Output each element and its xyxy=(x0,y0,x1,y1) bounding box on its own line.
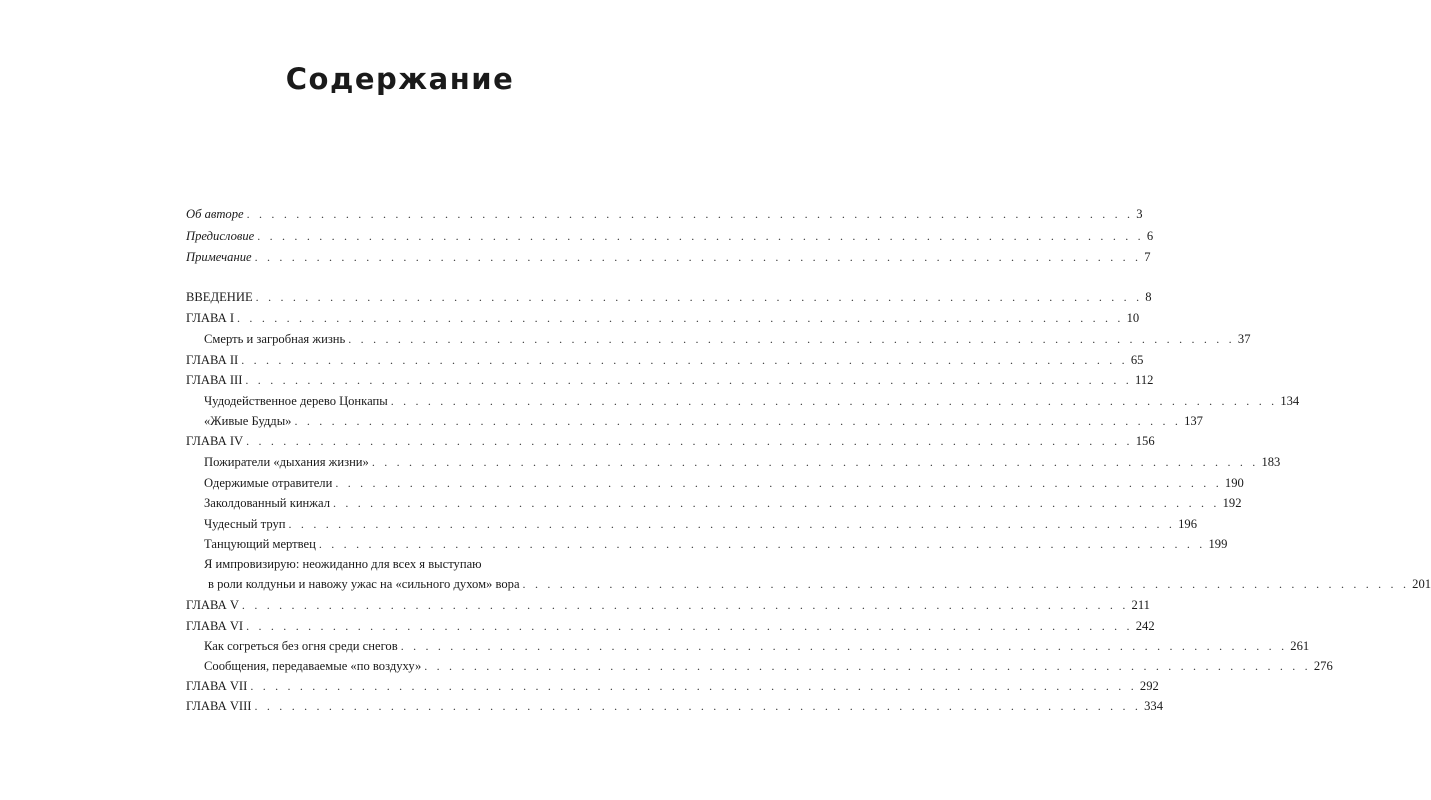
toc-entry xyxy=(186,206,1143,222)
dot-leader: . . . . . . . . . . . . . . . . . . . . . . . . . . . . . . . . . . . . . . . . . . . . . . . . . . . . . . . . . . . . . . . . . . . . . . . . xyxy=(400,639,1288,653)
dot-leader: . . . . . . . . . . . . . . . . . . . . . . . . . . . . . . . . . . . . . . . . . . . . . . . . . . . . . . . . . . . . . . . . . . . . . . . . xyxy=(288,517,1176,531)
toc-entry xyxy=(204,638,1310,654)
toc-entry-title: Предисловие xyxy=(186,229,255,243)
toc-entry xyxy=(186,228,1154,244)
toc-entry xyxy=(186,289,1152,305)
toc-entry-page: 37 xyxy=(1237,332,1251,346)
toc-entry xyxy=(204,393,1300,409)
toc-entry xyxy=(204,475,1244,491)
dot-leader: . . . . . . . . . . . . . . . . . . . . . . . . . . . . . . . . . . . . . . . . . . . . . . . . . . . . . . . . . . . . . . . . . . . . . . . . xyxy=(245,373,1133,387)
toc-entry-page: 276 xyxy=(1313,659,1333,673)
toc-entry xyxy=(204,536,1228,552)
toc-entry-page: 134 xyxy=(1280,394,1300,408)
toc-entry-page: 65 xyxy=(1130,353,1144,367)
toc-entry-title: Примечание xyxy=(186,250,252,264)
toc-entry-title: ГЛАВА IV xyxy=(186,434,244,448)
toc-entry xyxy=(204,331,1251,347)
toc-entry-page: 112 xyxy=(1135,373,1154,387)
dot-leader: . . . . . . . . . . . . . . . . . . . . . . . . . . . . . . . . . . . . . . . . . . . . . . . . . . . . . . . . . . . . . . . . . . . . . . . . xyxy=(348,332,1235,346)
toc-entry-page: 192 xyxy=(1222,496,1242,510)
toc-entry-title: ГЛАВА II xyxy=(186,353,239,367)
toc-entry-title: ГЛАВА VIII xyxy=(186,699,252,713)
toc-entry-page: 199 xyxy=(1208,537,1228,551)
dot-leader: . . . . . . . . . . . . . . . . . . . . . . . . . . . . . . . . . . . . . . . . . . . . . . . . . . . . . . . . . . . . . . . . . . . . . . . . xyxy=(246,619,1133,633)
toc-entry xyxy=(204,516,1198,532)
toc-entry-page: 261 xyxy=(1290,639,1310,653)
toc-entry-title: Я импровизирую: неожиданно для всех я выступаю xyxy=(204,557,482,571)
toc-entry xyxy=(186,678,1159,694)
toc-entry-page: 211 xyxy=(1131,598,1150,612)
toc-entry xyxy=(186,433,1155,449)
toc-entry-title: ГЛАВА VII xyxy=(186,679,248,693)
toc-entry-page: 196 xyxy=(1178,517,1198,531)
toc-entry-page: 156 xyxy=(1135,434,1155,448)
toc-entry-page: 292 xyxy=(1139,679,1159,693)
dot-leader: . . . . . . . . . . . . . . . . . . . . . . . . . . . . . . . . . . . . . . . . . . . . . . . . . . . . . . . . . . . . . . . . . . . . . . . . xyxy=(424,659,1311,673)
toc-entry-title: ГЛАВА V xyxy=(186,598,239,612)
toc-entry-page: 183 xyxy=(1261,455,1281,469)
dot-leader: . . . . . . . . . . . . . . . . . . . . . . . . . . . . . . . . . . . . . . . . . . . . . . . . . . . . . . . . . . . . . . . . . . . . . . . . xyxy=(250,679,1137,693)
dot-leader: . . . . . . . . . . . . . . . . . . . . . . . . . . . . . . . . . . . . . . . . . . . . . . . . . . . . . . . . . . . . . . . . . . . . . . . . xyxy=(246,207,1134,221)
toc-entry-title: «Живые Будды» xyxy=(204,414,292,428)
toc-entry-title: ГЛАВА VI xyxy=(186,619,244,633)
toc-entry xyxy=(186,698,1163,714)
toc-entry xyxy=(186,597,1150,613)
toc-entry xyxy=(204,413,1203,429)
dot-leader: . . . . . . . . . . . . . . . . . . . . . . . . . . . . . . . . . . . . . . . . . . . . . . . . . . . . . . . . . . . . . . . . . . . . . . . . xyxy=(522,577,1410,591)
dot-leader: . . . . . . . . . . . . . . . . . . . . . . . . . . . . . . . . . . . . . . . . . . . . . . . . . . . . . . . . . . . . . . . . . . . . . . . . xyxy=(318,537,1206,551)
dot-leader: . . . . . . . . . . . . . . . . . . . . . . . . . . . . . . . . . . . . . . . . . . . . . . . . . . . . . . . . . . . . . . . . . . . . . . . . xyxy=(335,476,1222,490)
toc-entry xyxy=(186,618,1155,634)
toc-entry-page: 10 xyxy=(1126,311,1140,325)
dot-leader: . . . . . . . . . . . . . . . . . . . . . . . . . . . . . . . . . . . . . . . . . . . . . . . . . . . . . . . . . . . . . . . . . . . . . . . . xyxy=(371,455,1259,469)
toc-entry-title: ГЛАВА I xyxy=(186,311,235,325)
dot-leader: . . . . . . . . . . . . . . . . . . . . . . . . . . . . . . . . . . . . . . . . . . . . . . . . . . . . . . . . . . . . . . . . . . . . . . . . xyxy=(237,311,1124,325)
toc-entry-title: Одержимые отравители xyxy=(204,476,333,490)
toc-entry-title: Как согреться без огня среди снегов xyxy=(204,639,398,653)
dot-leader: . . . . . . . . . . . . . . . . . . . . . . . . . . . . . . . . . . . . . . . . . . . . . . . . . . . . . . . . . . . . . . . . . . . . . . . . xyxy=(294,414,1182,428)
toc-entry-title: в роли колдуньи и навожу ужас на «сильного духом» вора xyxy=(208,577,520,591)
dot-leader: . . . . . . . . . . . . . . . . . . . . . . . . . . . . . . . . . . . . . . . . . . . . . . . . . . . . . . . . . . . . . . . . . . . . . . . . xyxy=(390,394,1278,408)
toc-entry-page: 8 xyxy=(1145,290,1152,304)
toc-entry-title: ВВЕДЕНИЕ xyxy=(186,290,253,304)
toc-entry-page: 242 xyxy=(1135,619,1155,633)
dot-leader: . . . . . . . . . . . . . . . . . . . . . . . . . . . . . . . . . . . . . . . . . . . . . . . . . . . . . . . . . . . . . . . . . . . . . . . . xyxy=(257,229,1144,243)
toc-entry-page: 137 xyxy=(1184,414,1203,428)
dot-leader: . . . . . . . . . . . . . . . . . . . . . . . . . . . . . . . . . . . . . . . . . . . . . . . . . . . . . . . . . . . . . . . . . . . . . . . . xyxy=(332,496,1220,510)
toc-entry xyxy=(186,310,1140,326)
toc-entry xyxy=(204,556,615,572)
dot-leader: . . . . . . . . . . . . . . . . . . . . . . . . . . . . . . . . . . . . . . . . . . . . . . . . . . . . . . . . . . . . . . . . . . . . . . . . xyxy=(254,250,1142,264)
toc-entry xyxy=(186,372,1154,388)
dot-leader: . . . . . . . . . . . . . . . . . . . . . . . . . . . . . . . . . . . . . . . . . . . . . . . . . . . . . . . . . . . . . . . . . . . . . . . . xyxy=(255,290,1143,304)
toc-entry-title: Об авторе xyxy=(186,207,244,221)
toc-entry-title: Чудодейственное дерево Цонкапы xyxy=(204,394,388,408)
toc-entry-title: Танцующий мертвец xyxy=(204,537,316,551)
toc-entry-page: 334 xyxy=(1144,699,1163,713)
toc-entry-title: Смерть и загробная жизнь xyxy=(204,332,346,346)
toc-entry-page: 6 xyxy=(1146,229,1154,243)
toc-entry-title: Заколдованный кинжал xyxy=(204,496,330,510)
toc-entry xyxy=(186,352,1144,368)
dot-leader: . . . . . . . . . . . . . . . . . . . . . . . . . . . . . . . . . . . . . . . . . . . . . . . . . . . . . . . . . . . . . . . . . . . . . . . . xyxy=(241,598,1129,612)
dot-leader: . . . . . . . . . . . . . . . . . . . . . . . . . . . . . . . . . . . . . . . . . . . . . . . . . . . . . . . . . . . . . . . . . . . . . . . . xyxy=(241,353,1128,367)
page-title: Содержание xyxy=(285,62,515,96)
toc-entry xyxy=(186,249,1151,265)
toc-entry xyxy=(204,658,1333,674)
toc-entry-title: Сообщения, передаваемые «по воздуху» xyxy=(204,659,422,673)
toc-entry-page: 190 xyxy=(1224,476,1244,490)
toc-entry-page: 7 xyxy=(1144,250,1151,264)
toc-entry-title: Чудесный труп xyxy=(204,517,286,531)
toc-entry xyxy=(204,454,1281,470)
toc-entry-title: Пожиратели «дыхания жизни» xyxy=(204,455,369,469)
dot-leader: . . . . . . . . . . . . . . . . . . . . . . . . . . . . . . . . . . . . . . . . . . . . . . . . . . . . . . . . . . . . . . . . . . . . . . . . xyxy=(254,699,1142,713)
toc-entry-title: ГЛАВА III xyxy=(186,373,243,387)
toc-entry-page: 3 xyxy=(1136,207,1143,221)
toc-entry xyxy=(204,495,1242,511)
toc-entry xyxy=(208,576,1431,592)
dot-leader: . . . . . . . . . . . . . . . . . . . . . . . . . . . . . . . . . . . . . . . . . . . . . . . . . . . . . . . . . . . . . . . . . . . . . . . . xyxy=(246,434,1133,448)
toc-entry-page: 201 xyxy=(1412,577,1431,591)
